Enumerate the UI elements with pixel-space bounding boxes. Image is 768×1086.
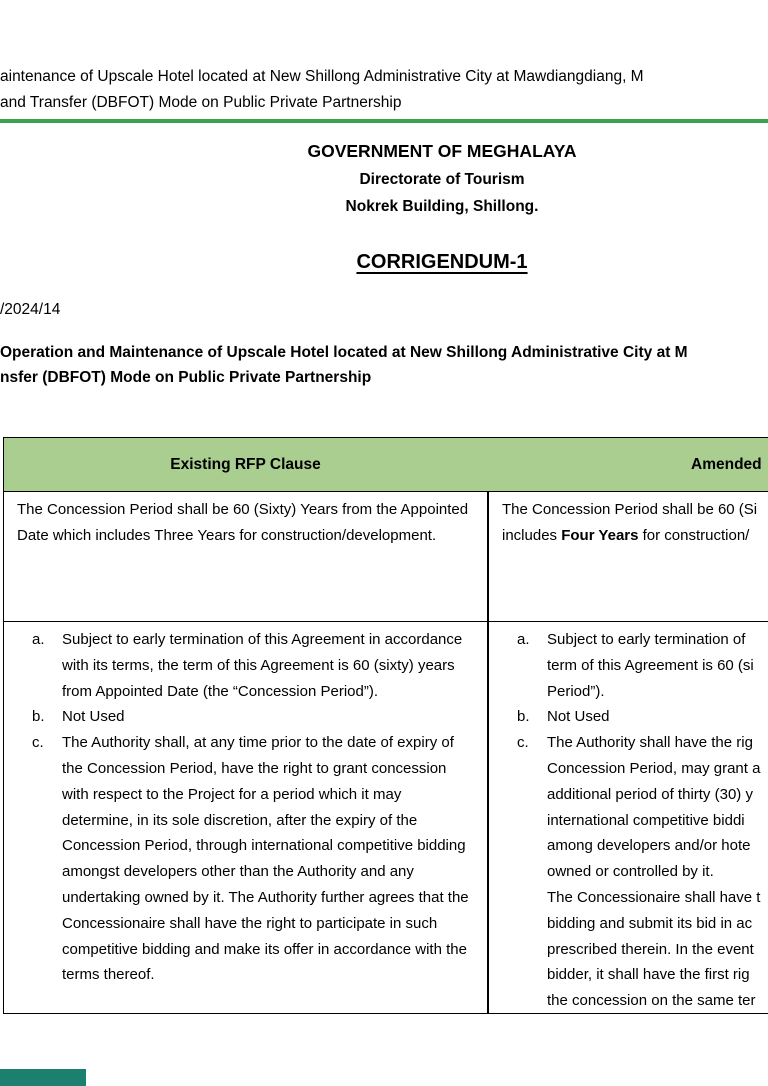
clipped-line: owned or controlled by it. <box>547 863 714 881</box>
clipped-line: Period”). <box>547 682 605 700</box>
list-item <box>17 730 477 988</box>
table-header-amended-clause: Amended <box>691 456 762 473</box>
clipped-line: prescribed therein. In the event <box>547 940 754 958</box>
list-marker: a. <box>32 631 45 648</box>
table-header-row <box>4 438 768 492</box>
top-header-line-2: and Transfer (DBFOT) Mode on Public Private Partnership <box>0 94 402 111</box>
existing-clause-text: The Concession Period shall be 60 (Sixty) Years from the Appointed Date which includes Three Years for construction/development. <box>17 501 469 544</box>
amended-clause-cell <box>489 622 768 1015</box>
amended-clause-line: The Concession Period shall be 60 (Si <box>502 501 758 518</box>
subject-line-2: nsfer (DBFOT) Mode on Public Private Partnership <box>0 369 372 386</box>
rfp-amendment-table <box>3 437 768 1014</box>
clipped-line: Subject to early termination of <box>547 631 746 648</box>
org-department: Directorate of Tourism <box>359 171 525 188</box>
reference-number: /2024/14 <box>0 301 61 318</box>
list-item <box>17 704 477 730</box>
clipped-line: the concession on the same ter <box>547 992 756 1010</box>
list-text: Subject to early termination of this Agreement in accordance with its terms, the term of this Agreement is 60 (sixty) years from Appointed Date (the “Concession Period”). <box>62 631 463 700</box>
org-title: GOVERNMENT OF MEGHALAYA <box>307 141 577 161</box>
clipped-line: bidder, it shall have the first rig <box>547 966 750 984</box>
green-divider-rule <box>0 119 768 123</box>
existing-clause-cell <box>4 492 487 621</box>
clipped-line: term of this Agreement is 60 (si <box>547 656 754 674</box>
amended-clause-line <box>502 523 768 549</box>
clipped-line: Not Used <box>547 708 610 726</box>
list-item <box>17 627 477 704</box>
amended-clause-cell <box>489 492 768 621</box>
list-marker: c. <box>32 734 44 752</box>
clipped-line: international competitive biddi <box>547 811 745 829</box>
list-text <box>547 627 768 704</box>
list-item <box>502 730 768 1014</box>
amended-clause-text: includes <box>502 526 562 544</box>
list-text <box>547 730 768 1014</box>
top-header-line-1: aintenance of Upscale Hotel located at New Shillong Administrative City at Mawdiangdiang, M <box>0 68 644 85</box>
subject-line-1: Operation and Maintenance of Upscale Hotel located at New Shillong Administrative City at M <box>0 344 688 361</box>
clipped-line: The Concessionaire shall have t <box>547 888 761 906</box>
clipped-line: additional period of thirty (30) y <box>547 785 753 803</box>
existing-clause-cell <box>4 622 487 1015</box>
list-item <box>502 704 768 730</box>
table-row-agreement-terms <box>4 622 768 1015</box>
org-address: Nokrek Building, Shillong. <box>345 198 539 215</box>
clipped-line: bidding and submit its bid in ac <box>547 914 753 932</box>
amended-clause-bold-text: Four Years <box>561 526 639 544</box>
amended-clause-text: for construction/ <box>638 526 750 544</box>
footer-accent-bar <box>0 1069 86 1086</box>
page-title: CORRIGENDUM-1 <box>356 251 528 273</box>
table-header-existing-clause: Existing RFP Clause <box>170 456 321 473</box>
list-marker: b. <box>517 708 530 726</box>
list-text: The Authority shall, at any time prior to the date of expiry of the Concession Period, have the right to grant concession with respect to the Project for a period which it may determine, in its sole discretion, after the expiry of the Concession Period, through international competitive bidding amongst developers other than the Authority and any undertaking owned by it. The Authority further agrees that the Concessionaire shall have the right to participate in such competitive bidding and make its offer in accordance with the terms thereof. <box>62 734 469 984</box>
list-marker: a. <box>517 631 530 648</box>
clipped-line: among developers and/or hote <box>547 837 751 855</box>
clipped-line: The Authority shall have the rig <box>547 734 753 752</box>
list-text <box>547 704 768 730</box>
list-text: Not Used <box>62 708 125 726</box>
table-row-concession-period <box>4 492 768 622</box>
list-item <box>502 627 768 704</box>
list-marker: b. <box>32 708 45 726</box>
list-marker: c. <box>517 734 529 752</box>
clipped-line: Concession Period, may grant a <box>547 759 761 777</box>
